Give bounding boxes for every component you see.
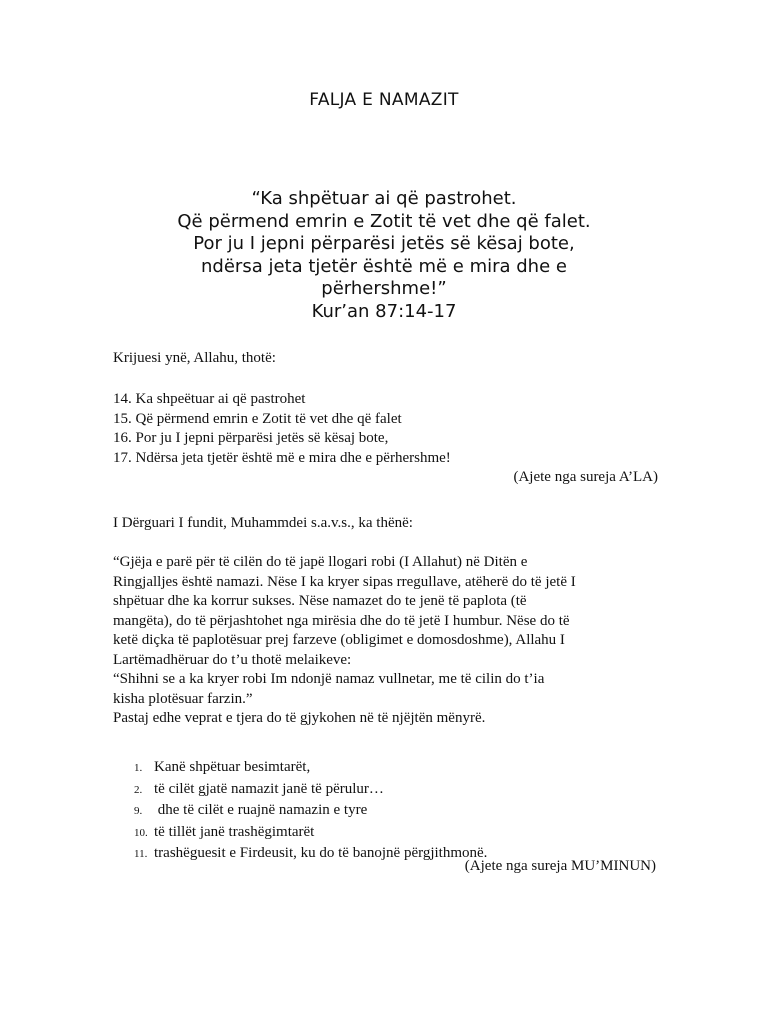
quote-line: përhershme!” xyxy=(321,278,447,299)
page-title: FALJA E NAMAZIT xyxy=(309,90,459,110)
hadith-line: Lartëmadhëruar do t’u thotë melaikeve: xyxy=(113,651,352,668)
list-item xyxy=(113,822,658,844)
hadith-line: Pastaj edhe veprat e tjera do të gjykohen në të njëjtën mënyrë. xyxy=(113,710,486,726)
hadith-text xyxy=(113,553,658,729)
intro-text: Krijuesi ynë, Allahu, thotë: xyxy=(113,350,276,366)
list-item-number: 1. xyxy=(134,762,143,774)
hadith-line: shpëtuar dhe ka korrur sukses. Nëse namazet do te jenë të paplota (të xyxy=(113,593,527,609)
list-source: (Ajete nga sureja MU’MINUN) xyxy=(464,858,656,874)
verse-line: 14. Ka shpeëtuar ai që pastrohet xyxy=(113,391,306,407)
list-item-text: Kanë shpëtuar besimtarët, xyxy=(154,759,311,775)
list-item xyxy=(113,757,658,779)
hadith-line: kisha plotësuar farzin.” xyxy=(113,690,253,707)
verse-line: 17. Ndërsa jeta tjetër është më e mira dhe e përhershme! xyxy=(113,449,451,466)
list-item xyxy=(113,779,658,801)
verses-block xyxy=(113,390,658,488)
verses-source: (Ajete nga sureja A’LA) xyxy=(513,469,658,485)
list-item-text: trashëguesit e Firdeusit, ku do të banojnë përgjithmonë. xyxy=(154,845,488,861)
list-item-number: 11. xyxy=(134,848,148,860)
numbered-verse-list xyxy=(113,757,658,865)
list-item xyxy=(113,800,658,822)
hadith-line: mangëta), do të përjashtohet nga mirësia dhe do të jetë I humbur. Nëse do të xyxy=(113,612,570,629)
list-item-text: dhe të cilët e ruajnë namazin e tyre xyxy=(154,802,368,818)
list-item-number: 10. xyxy=(134,826,148,839)
quote-line: Por ju I jepni përparësi jetës së kësaj bote, xyxy=(193,233,575,254)
hadith-line: “Shihni se a ka kryer robi Im ndonjë namaz vullnetar, me të cilin do t’ia xyxy=(113,671,545,687)
list-item-text: të cilët gjatë namazit janë të përulur… xyxy=(154,780,384,797)
list-item-number: 9. xyxy=(134,805,143,817)
hadith-line: ketë diçka të paplotësuar prej farzeve (obligimet e domosdoshme), Allahu I xyxy=(113,632,565,648)
hadith-intro: I Dërguari I fundit, Muhammdei s.a.v.s., ka thënë: xyxy=(113,515,413,531)
list-item-number: 2. xyxy=(134,783,143,796)
quote-line: Që përmend emrin e Zotit të vet dhe që falet. xyxy=(177,210,591,232)
verse-line: 16. Por ju I jepni përparësi jetës së kësaj bote, xyxy=(113,430,389,446)
hadith-line: Ringjalljes është namazi. Nëse I ka kryer sipas rregullave, atëherë do të jetë I xyxy=(113,573,576,590)
verse-line: 15. Që përmend emrin e Zotit të vet dhe që falet xyxy=(113,410,402,427)
quran-quote xyxy=(84,188,684,323)
list-item-text: të tillët janë trashëgimtarët xyxy=(154,823,315,840)
hadith-line: “Gjëja e parë për të cilën do të japë llogari robi (I Allahut) në Ditën e xyxy=(113,554,528,570)
quote-line: “Ka shpëtuar ai që pastrohet. xyxy=(251,188,517,209)
quote-reference: Kur’an 87:14-17 xyxy=(311,300,457,322)
quote-line: ndërsa jeta tjetër është më e mira dhe e xyxy=(201,255,567,277)
